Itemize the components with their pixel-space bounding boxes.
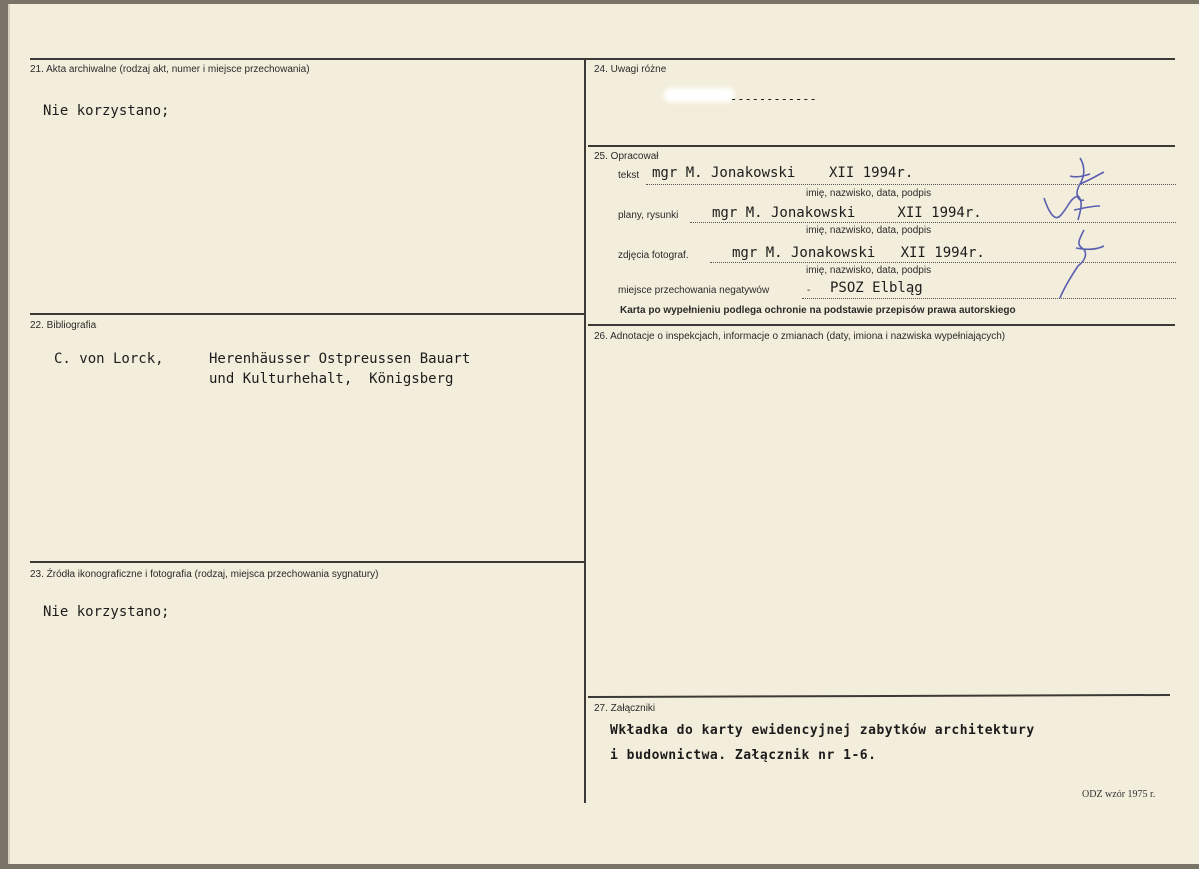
section-21-value: Nie korzystano; [43,103,170,119]
tekst-value: mgr M. Jonakowski XII 1994r. [652,165,914,181]
form-footer: ODZ wzór 1975 r. [1082,789,1156,800]
attachments-line-2: i budownictwa. Załącznik nr 1-6. [610,748,877,763]
redaction-mark [664,88,734,102]
section-24-label: 24. Uwagi różne [594,64,667,75]
plany-value: mgr M. Jonakowski XII 1994r. [712,205,982,221]
tekst-label: tekst [618,170,640,181]
miejsce-value: PSOZ Elbląg [830,280,923,296]
copyright-notice: Karta po wypełnieniu podlega ochronie na podstawie przepisów prawa autorskiego [620,305,1016,316]
section-22-label: 22. Bibliografia [30,320,97,331]
attachments-line-1: Wkładka do karty ewidencyjnej zabytków architektury [610,723,1035,738]
top-rule [30,58,1175,60]
bibliography-line-1: Herenhäusser Ostpreussen Bauart [209,351,471,367]
bibliography-author: C. von Lorck, [54,351,164,367]
miejsce-label: miejsce przechowania negatywów [618,285,770,296]
tekst-caption: imię, nazwisko, data, podpis [806,188,932,199]
section-21-label: 21. Akta archiwalne (rodzaj akt, numer i miejsce przechowania) [30,64,310,75]
miejsce-dash: - [807,285,811,296]
rule-25-26 [588,324,1175,326]
rule-21-22 [30,313,584,315]
zdjecia-value: mgr M. Jonakowski XII 1994r. [732,245,985,261]
record-card [8,4,1199,864]
zdjecia-label: zdjęcia fotograf. [618,250,689,261]
zdjecia-caption: imię, nazwisko, data, podpis [806,265,932,276]
section-26-label: 26. Adnotacje o inspekcjach, informacje o zmianach (daty, imiona i nazwiska wypełniających) [594,331,1006,342]
rule-26-27 [588,694,1170,698]
rule-24-25 [588,145,1175,147]
center-divider [584,58,586,803]
section-24-value: ------------ [730,92,817,106]
bibliography-line-2: und Kulturhehalt, Königsberg [209,371,454,387]
section-27-label: 27. Załączniki [594,703,656,714]
signature-3-icon [1040,226,1120,302]
plany-caption: imię, nazwisko, data, podpis [806,225,932,236]
rule-22-23 [30,561,584,563]
section-23-value: Nie korzystano; [43,604,170,620]
section-25-label: 25. Opracował [594,151,659,162]
section-23-label: 23. Źródła ikonograficzne i fotografia (rodzaj, miejsca przechowania sygnatury) [30,569,379,580]
plany-label: plany, rysunki [618,210,679,221]
